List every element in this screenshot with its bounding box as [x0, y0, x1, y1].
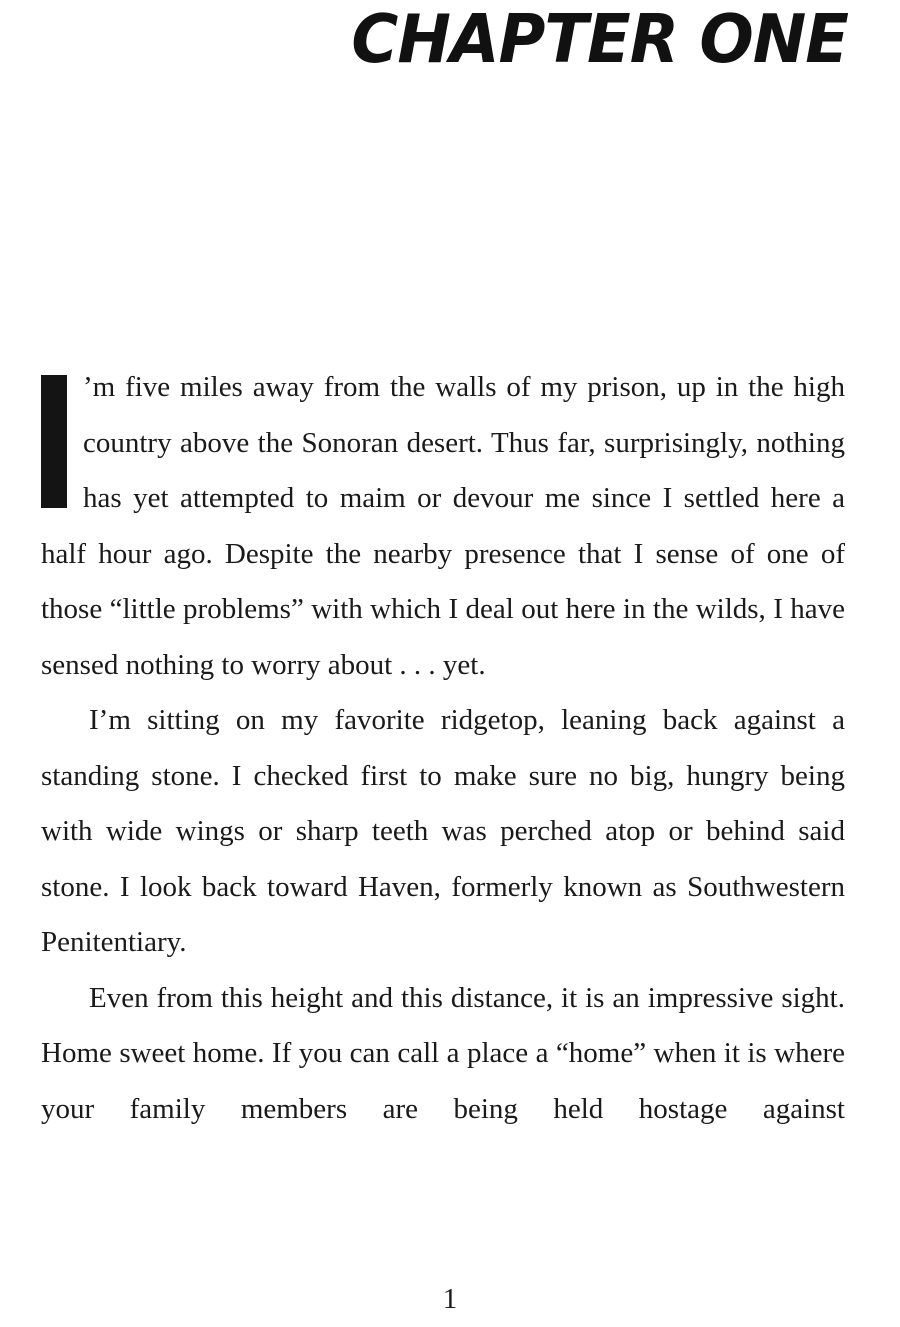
paragraph-1: [41, 360, 845, 693]
drop-cap: [41, 375, 71, 508]
paragraph-2: I’m sitting on my favorite ridgetop, leaning back against a standing stone. I checked first to make sure no big, hungry being with wide wings or sharp teeth was perched atop or behind said stone. I look back toward Haven, formerly known as Southwestern Penitentiary.: [41, 704, 845, 958]
paragraph-3: Even from this height and this distance, it is an impressive sight. Home sweet home. If you can call a place a “home” when it is where your family members are being held hostage against: [41, 981, 845, 1125]
chapter-title: CHAPTER ONE: [351, 1, 848, 79]
page-number: 1: [442, 1283, 458, 1315]
drop-cap-glyph: [41, 375, 67, 508]
chapter-text: [41, 360, 845, 1137]
paragraph-1-text: ’m five miles away from the walls of my prison, up in the high country above the Sonoran desert. Thus far, surprisingly, nothing has yet attempted to maim or devour me since I settled here a half hour ago. Despite the nearby presence that I sense of one of those “little problems” with which I deal out here in the wilds, I have sensed nothing to worry about . . . yet.: [41, 371, 845, 681]
